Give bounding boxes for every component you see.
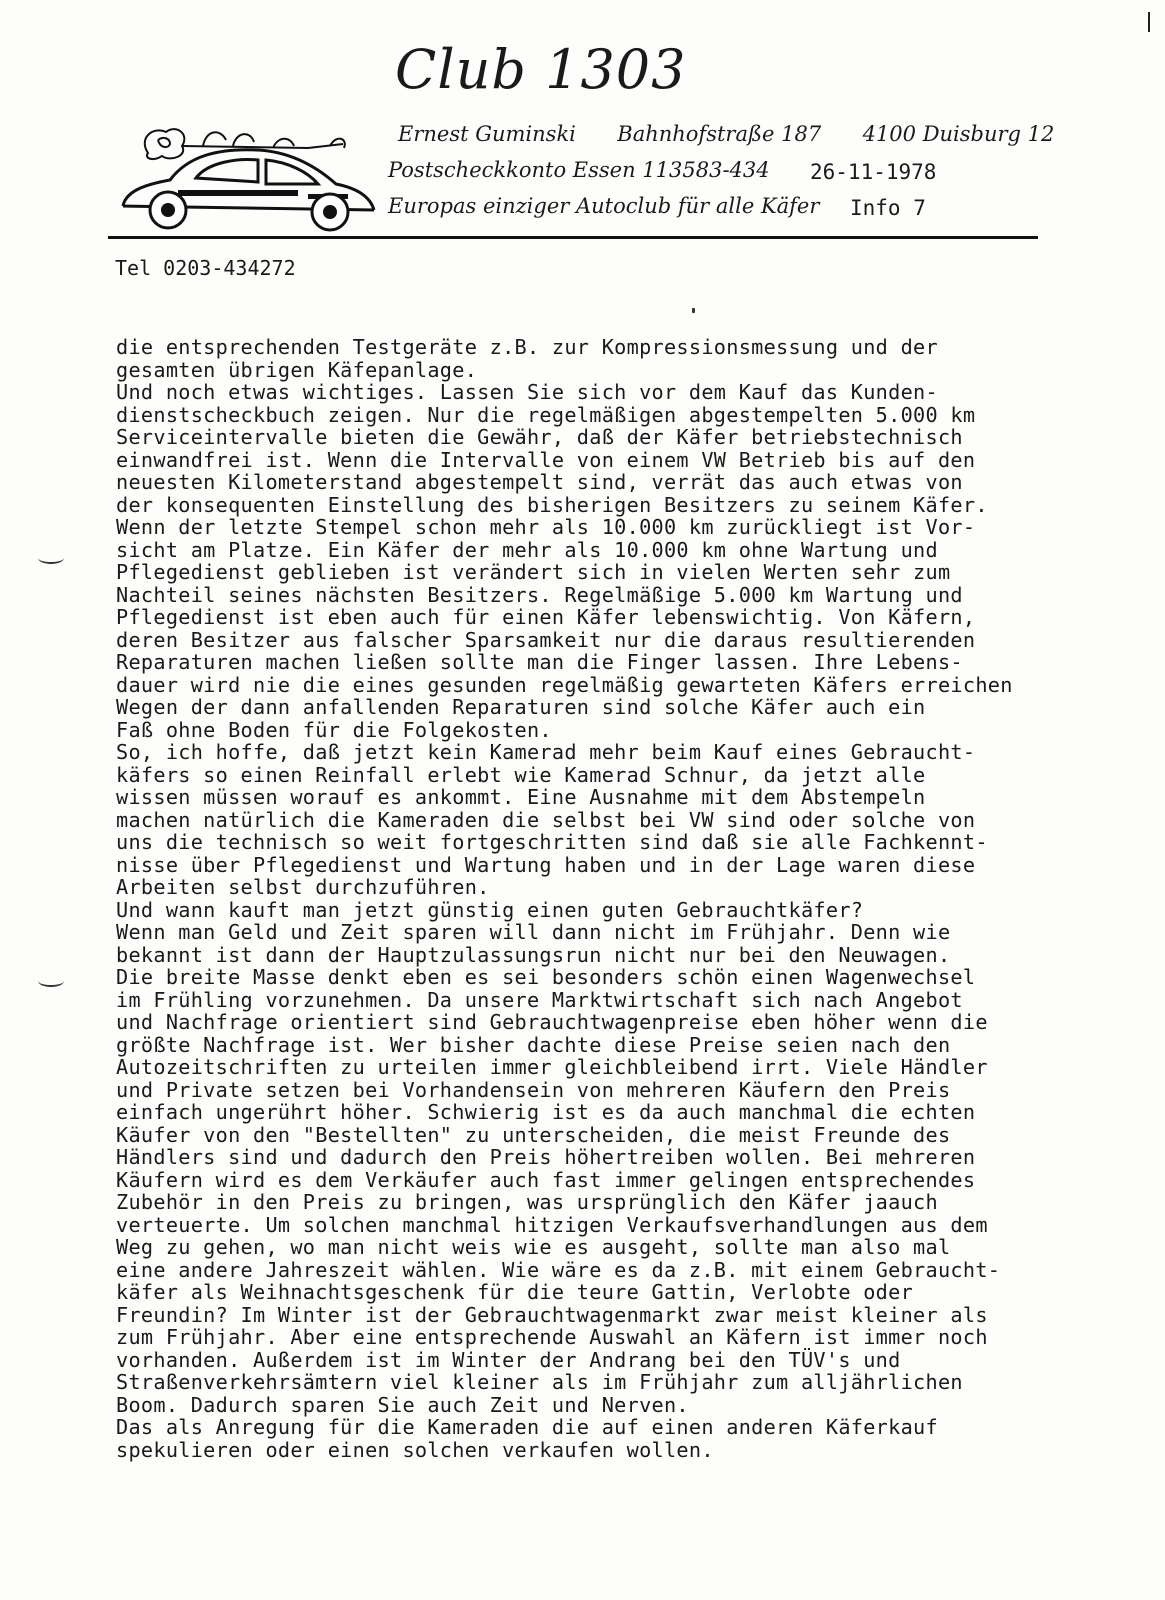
body-line: nisse über Pflegedienst und Wartung haben und in der Lage waren diese: [116, 852, 976, 877]
body-line: Boom. Dadurch sparen Sie auch Zeit und Nerven.: [116, 1392, 689, 1417]
body-line: einfach ungerührt höher. Schwierig ist es da auch manchmal die echten: [116, 1100, 976, 1124]
body-line: größte Nachfrage ist. Wer bisher dachte diese Preise seien nach den: [116, 1032, 951, 1057]
body-line: verteuerte. Um solchen manchmal hitzigen Verkaufsverhandlungen aus dem: [116, 1212, 988, 1237]
body-line: im Frühling vorzunehmen. Da unsere Marktwirtschaft sich nach Angebot: [116, 987, 963, 1012]
body-line: käfers so einen Reinfall erlebt wie Kamerad Schnur, da jetzt alle: [116, 762, 926, 787]
body-line: uns die technisch so weit fortgeschritten sind daß sie alle Fachkennt-: [116, 830, 988, 854]
body-line: Wegen der dann anfallenden Reparaturen sind solche Käfer auch ein: [116, 695, 926, 719]
body-line: Autozeitschriften zu urteilen immer gleichbleibend irrt. Viele Händler: [116, 1055, 988, 1079]
body-line: spekulieren oder einen solchen verkaufen wollen.: [116, 1437, 714, 1462]
body-line: Pflegedienst ist eben auch für einen Käfer lebenswichtig. Von Käfern,: [116, 605, 976, 629]
body-line: Und wann kauft man jetzt günstig einen guten Gebrauchtkäfer?: [116, 897, 864, 922]
letter-body: [116, 336, 1091, 1461]
body-line: vorhanden. Außerdem ist im Winter der Andrang bei den TÜV's und: [116, 1347, 901, 1372]
address-line: [398, 122, 1054, 146]
punch-hole-mark: [38, 552, 64, 564]
street-address: Bahnhofstraße 187: [617, 122, 822, 146]
body-line: der konsequenten Einstellung des bisherigen Besitzers zu seinem Käfer.: [116, 492, 988, 517]
header-divider: [108, 236, 1038, 239]
body-line: Weg zu gehen, wo man nicht weis wie es ausgeht, sollte man also mal: [116, 1235, 951, 1259]
body-line: Zubehör in den Preis zu bringen, was ursprünglich den Käfer jaauch: [116, 1190, 938, 1214]
body-line: Pflegedienst geblieben ist verändert sich in vielen Werten sehr zum: [116, 560, 951, 584]
body-line: neuesten Kilometerstand abgestempelt sind, verrät das auch etwas von: [116, 470, 963, 494]
letter-date: 26-11-1978: [810, 160, 937, 184]
body-line: Arbeiten selbst durchzuführen.: [116, 875, 490, 899]
body-line: bekannt ist dann der Hauptzulassungsrun nicht nur bei den Neuwagen.: [116, 942, 951, 967]
body-line: Reparaturen machen ließen sollte man die Finger lassen. Ihre Lebens-: [116, 650, 963, 674]
body-line: machen natürlich die Kameraden die selbst bei VW sind oder solche von: [116, 807, 976, 832]
bank-line: [388, 158, 770, 182]
body-line: deren Besitzer aus falscher Sparsamkeit nur die daraus resultierenden: [116, 627, 976, 652]
body-line: die entsprechenden Testgeräte z.B. zur Kompressionsmessung und der: [116, 335, 938, 359]
body-line: einwandfrei ist. Wenn die Intervalle von einem VW Betrieb bis auf den: [116, 447, 976, 472]
body-line: dienstscheckbuch zeigen. Nur die regelmäßigen abgestempelten 5.000 km: [116, 402, 976, 427]
body-line: Wenn man Geld und Zeit sparen will dann nicht im Frühjahr. Denn wie: [116, 920, 951, 944]
club-title: Club 1303: [395, 38, 687, 101]
punch-hole-mark: [38, 975, 64, 987]
body-line: Das als Anregung für die Kameraden die auf einen anderen Käferkauf: [116, 1415, 938, 1439]
body-line: Faß ohne Boden für die Folgekosten.: [116, 717, 552, 742]
body-line: käfer als Weihnachtsgeschenk für die teure Gattin, Verlobte oder: [116, 1280, 914, 1304]
tagline: Europas einziger Autoclub für alle Käfer: [388, 194, 820, 218]
info-number: Info 7: [850, 196, 926, 220]
body-line: Die breite Masse denkt eben es sei besonders schön einen Wagenwechsel: [116, 965, 976, 989]
body-line: Käufer von den "Bestellten" zu unterscheiden, die meist Freunde des: [116, 1122, 951, 1147]
city-address: 4100 Duisburg 12: [862, 122, 1055, 146]
body-line: So, ich hoffe, daß jetzt kein Kamerad mehr beim Kauf eines Gebraucht-: [116, 740, 976, 764]
body-line: Käufern wird es dem Verkäufer auch fast immer gelingen entsprechendes: [116, 1167, 976, 1192]
body-line: Und noch etwas wichtiges. Lassen Sie sich vor dem Kauf das Kunden-: [116, 380, 938, 404]
body-line: gesamten übrigen Käfepanlage.: [116, 357, 478, 382]
body-line: dauer wird nie die eines gesunden regelmäßig gewarteten Käfers erreichen: [116, 672, 1013, 697]
scan-edge-mark: [1148, 12, 1150, 32]
body-line: und Private setzen bei Vorhandensein von mehreren Käufern den Preis: [116, 1077, 951, 1102]
contact-name: Ernest Guminski: [398, 122, 576, 146]
body-line: sicht am Platze. Ein Käfer der mehr als 10.000 km ohne Wartung und: [116, 537, 938, 562]
bank-account: Postscheckkonto Essen 113583-434: [388, 158, 770, 182]
vw-beetle-with-rose-logo-icon: [108, 118, 388, 233]
body-line: eine andere Jahreszeit wählen. Wie wäre es da z.B. mit einem Gebraucht-: [116, 1257, 1001, 1282]
scan-speck: [692, 308, 695, 313]
body-line: wissen müssen worauf es ankommt. Eine Ausnahme mit dem Abstempeln: [116, 785, 926, 809]
body-line: Nachteil seines nächsten Besitzers. Regelmäßige 5.000 km Wartung und: [116, 582, 963, 607]
body-line: Händlers sind und dadurch den Preis höhertreiben wollen. Bei mehreren: [116, 1145, 976, 1169]
body-line: Wenn der letzte Stempel schon mehr als 10.000 km zurückliegt ist Vor-: [116, 515, 976, 539]
body-line: und Nachfrage orientiert sind Gebrauchtwagenpreise eben höher wenn die: [116, 1010, 988, 1034]
body-line: zum Frühjahr. Aber eine entsprechende Auswahl an Käfern ist immer noch: [116, 1325, 988, 1349]
body-line: Serviceintervalle bieten die Gewähr, daß der Käfer betriebstechnisch: [116, 425, 963, 449]
body-line: Straßenverkehrsämtern viel kleiner als im Frühjahr zum alljährlichen: [116, 1370, 963, 1394]
body-line: Freundin? Im Winter ist der Gebrauchtwagenmarkt zwar meist kleiner als: [116, 1302, 988, 1327]
telephone-number: Tel 0203-434272: [115, 256, 296, 280]
